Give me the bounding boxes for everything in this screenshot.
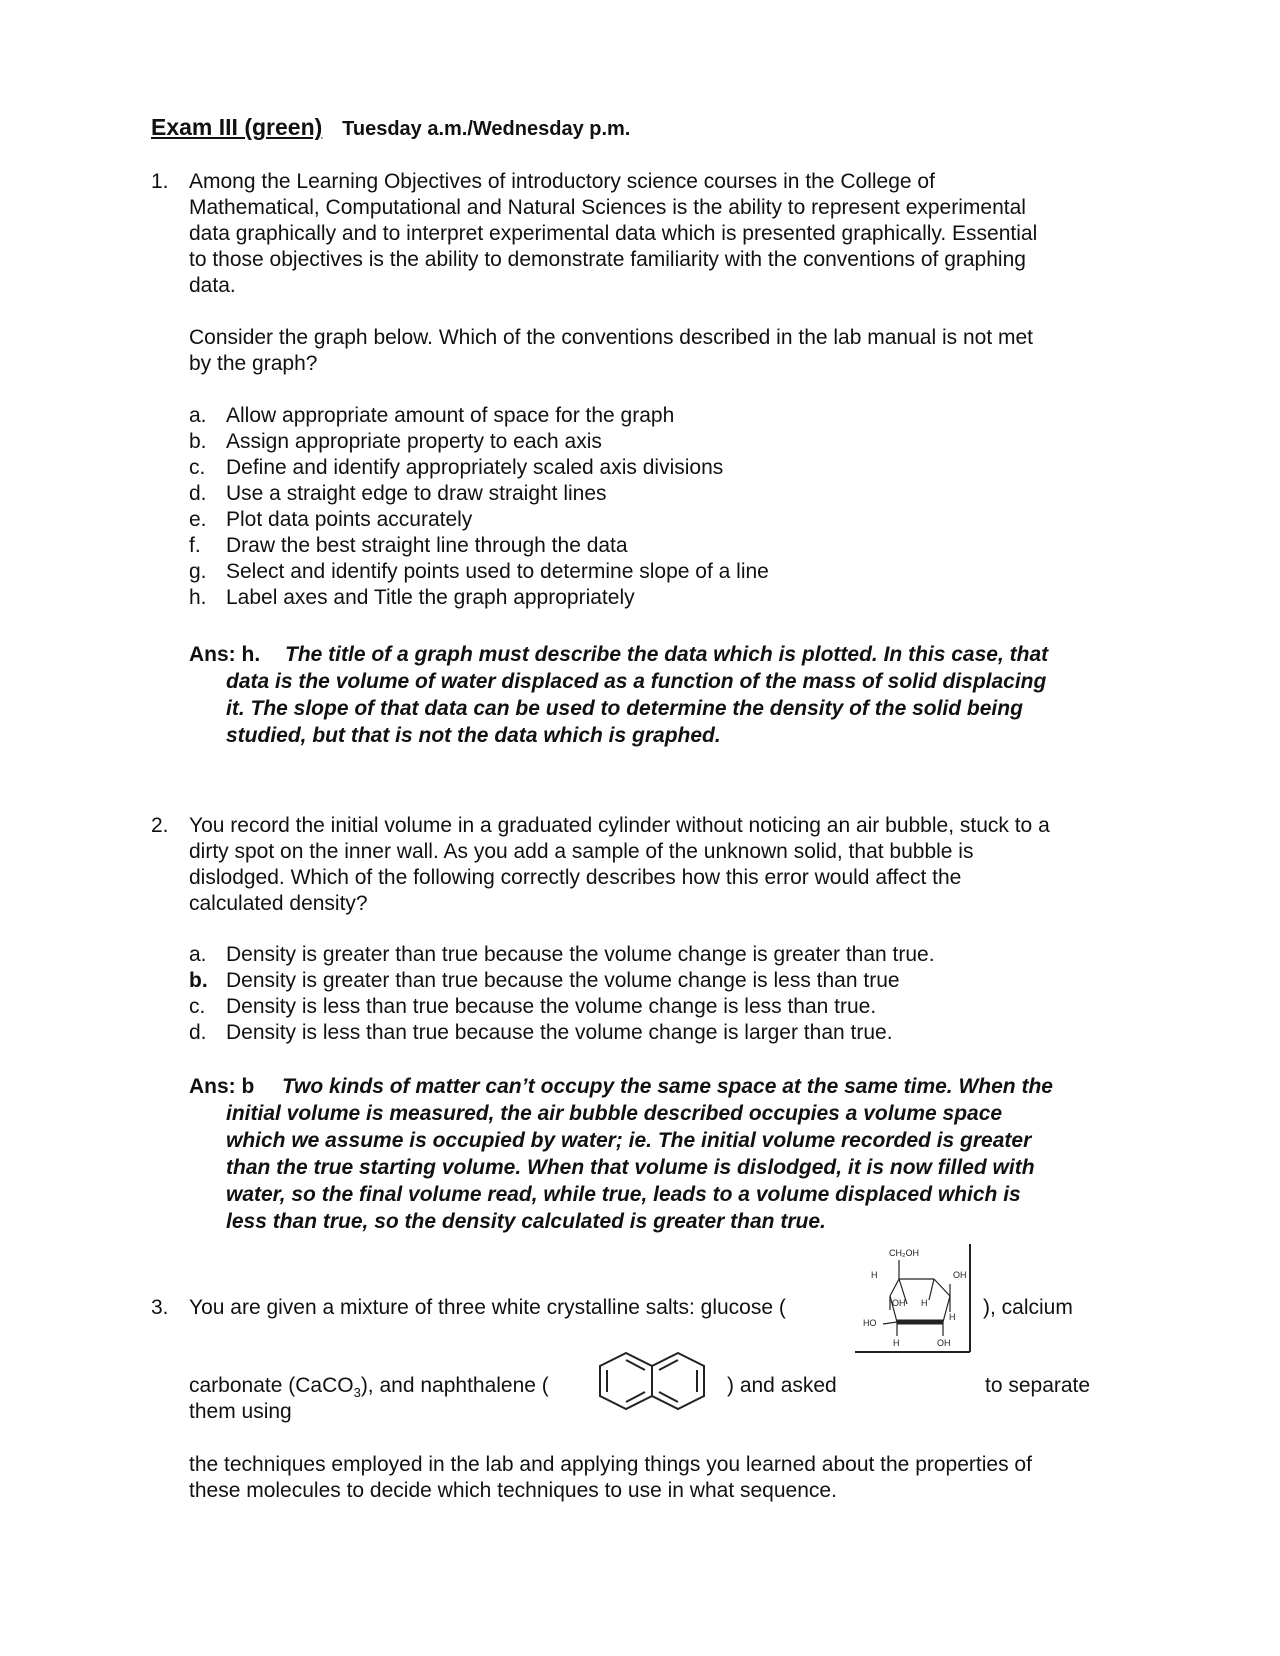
q2-answer-line: which we assume is occupied by water; ie. The initial volume recorded is greater bbox=[226, 1129, 1032, 1152]
q3-text-calcium: ), calcium bbox=[983, 1296, 1073, 1319]
q1-prompt-line: by the graph? bbox=[189, 352, 318, 375]
q1-option-letter: a. bbox=[189, 404, 207, 427]
q2-text-line: dirty spot on the inner wall. As you add a sample of the unknown solid, that bubble is bbox=[189, 840, 974, 863]
q2-option-letter-correct: b. bbox=[189, 969, 208, 992]
q3-caco-text: carbonate (CaCO bbox=[189, 1374, 354, 1397]
question-1-number: 1. bbox=[151, 170, 169, 193]
glucose-label-oh: OH bbox=[937, 1338, 951, 1348]
q2-answer-line: initial volume is measured, the air bubble described occupies a volume space bbox=[226, 1102, 1003, 1125]
q1-answer-line: studied, but that is not the data which is graphed. bbox=[226, 724, 721, 747]
q2-answer-line: Two kinds of matter can’t occupy the same space at the same time. When the bbox=[282, 1075, 1053, 1098]
q1-option-letter: h. bbox=[189, 586, 207, 609]
q2-answer-label: Ans: b bbox=[189, 1075, 255, 1098]
q3-text-line: these molecules to decide which techniques to use in what sequence. bbox=[189, 1479, 837, 1502]
q2-option-text: Density is greater than true because the volume change is less than true bbox=[226, 969, 900, 992]
q2-answer-line: water, so the final volume read, while true, leads to a volume displaced which is bbox=[226, 1183, 1021, 1206]
q3-text-carbonate bbox=[189, 1374, 549, 1401]
glucose-label-oh: OH bbox=[953, 1270, 967, 1280]
q1-option-text: Assign appropriate property to each axis bbox=[226, 430, 602, 453]
glucose-label-h: H bbox=[949, 1312, 956, 1322]
q1-option-text: Select and identify points used to determine slope of a line bbox=[226, 560, 769, 583]
q2-option-text: Density is less than true because the volume change is larger than true. bbox=[226, 1021, 893, 1044]
exam-title: Exam III (green) bbox=[151, 114, 323, 140]
glucose-label-h: H bbox=[871, 1270, 878, 1280]
glucose-label-ch2oh: CH₂OH bbox=[889, 1248, 919, 1258]
q1-text-line: Among the Learning Objectives of introductory science courses in the College of bbox=[189, 170, 935, 193]
q3-text-asked: ) and asked bbox=[727, 1374, 837, 1397]
q1-answer-line: it. The slope of that data can be used to determine the density of the solid being bbox=[226, 697, 1023, 720]
q3-text-line: the techniques employed in the lab and applying things you learned about the properties of bbox=[189, 1453, 1032, 1476]
q1-option-letter: e. bbox=[189, 508, 207, 531]
q2-option-text: Density is less than true because the volume change is less than true. bbox=[226, 995, 877, 1018]
q1-answer-label: Ans: h. bbox=[189, 643, 261, 666]
q1-option-letter: d. bbox=[189, 482, 207, 505]
glucose-label-h: H bbox=[921, 1298, 928, 1308]
q1-option-letter: g. bbox=[189, 560, 207, 583]
q1-answer-line: data is the volume of water displaced as a function of the mass of solid displacing bbox=[226, 670, 1047, 693]
q3-naphthalene-text: ), and naphthalene ( bbox=[360, 1374, 549, 1397]
question-2-number: 2. bbox=[151, 814, 169, 837]
glucose-label-oh: OH bbox=[892, 1298, 906, 1308]
q3-caco-subscript: 3 bbox=[353, 1385, 361, 1401]
q3-text-glucose: You are given a mixture of three white crystalline salts: glucose ( bbox=[189, 1296, 786, 1319]
q1-text-line: data graphically and to interpret experimental data which is presented graphically. Essential bbox=[189, 222, 1038, 245]
q1-option-text: Label axes and Title the graph appropriately bbox=[226, 586, 635, 609]
q1-text-line: to those objectives is the ability to demonstrate familiarity with the conventions of graphing bbox=[189, 248, 1026, 271]
q1-text-line: Mathematical, Computational and Natural Sciences is the ability to represent experimental bbox=[189, 196, 1026, 219]
q2-answer-line: less than true, so the density calculated is greater than true. bbox=[226, 1210, 826, 1233]
exam-header bbox=[151, 114, 630, 141]
q3-text-using: them using bbox=[189, 1400, 292, 1423]
q2-text-line: calculated density? bbox=[189, 892, 368, 915]
exam-subtitle: Tuesday a.m./Wednesday p.m. bbox=[342, 118, 631, 140]
q1-prompt-line: Consider the graph below. Which of the conventions described in the lab manual is not met bbox=[189, 326, 1033, 349]
q2-option-letter: a. bbox=[189, 943, 207, 966]
q3-text-separate: to separate bbox=[985, 1374, 1091, 1397]
q1-option-text: Plot data points accurately bbox=[226, 508, 473, 531]
glucose-label-ho: HO bbox=[863, 1318, 877, 1328]
q1-option-text: Allow appropriate amount of space for the graph bbox=[226, 404, 675, 427]
q1-text-line: data. bbox=[189, 274, 236, 297]
q2-option-letter: d. bbox=[189, 1021, 207, 1044]
q1-option-text: Use a straight edge to draw straight lines bbox=[226, 482, 607, 505]
q1-option-text: Define and identify appropriately scaled axis divisions bbox=[226, 456, 724, 479]
q2-text-line: dislodged. Which of the following correctly describes how this error would affect the bbox=[189, 866, 962, 889]
q2-text-line: You record the initial volume in a graduated cylinder without noticing an air bubble, stuck to a bbox=[189, 814, 1050, 837]
q2-option-text: Density is greater than true because the volume change is greater than true. bbox=[226, 943, 935, 966]
q2-answer-line: than the true starting volume. When that volume is dislodged, it is now filled with bbox=[226, 1156, 1035, 1179]
q1-option-letter: c. bbox=[189, 456, 206, 479]
q2-option-letter: c. bbox=[189, 995, 206, 1018]
question-3-number: 3. bbox=[151, 1296, 169, 1319]
q1-option-letter: b. bbox=[189, 430, 207, 453]
q1-option-text: Draw the best straight line through the data bbox=[226, 534, 628, 557]
naphthalene-structure-diagram bbox=[596, 1349, 712, 1413]
q1-answer-line: The title of a graph must describe the data which is plotted. In this case, that bbox=[285, 643, 1049, 666]
glucose-structure-diagram bbox=[855, 1244, 975, 1370]
glucose-label-h: H bbox=[893, 1338, 900, 1348]
q1-option-letter: f. bbox=[189, 534, 201, 557]
